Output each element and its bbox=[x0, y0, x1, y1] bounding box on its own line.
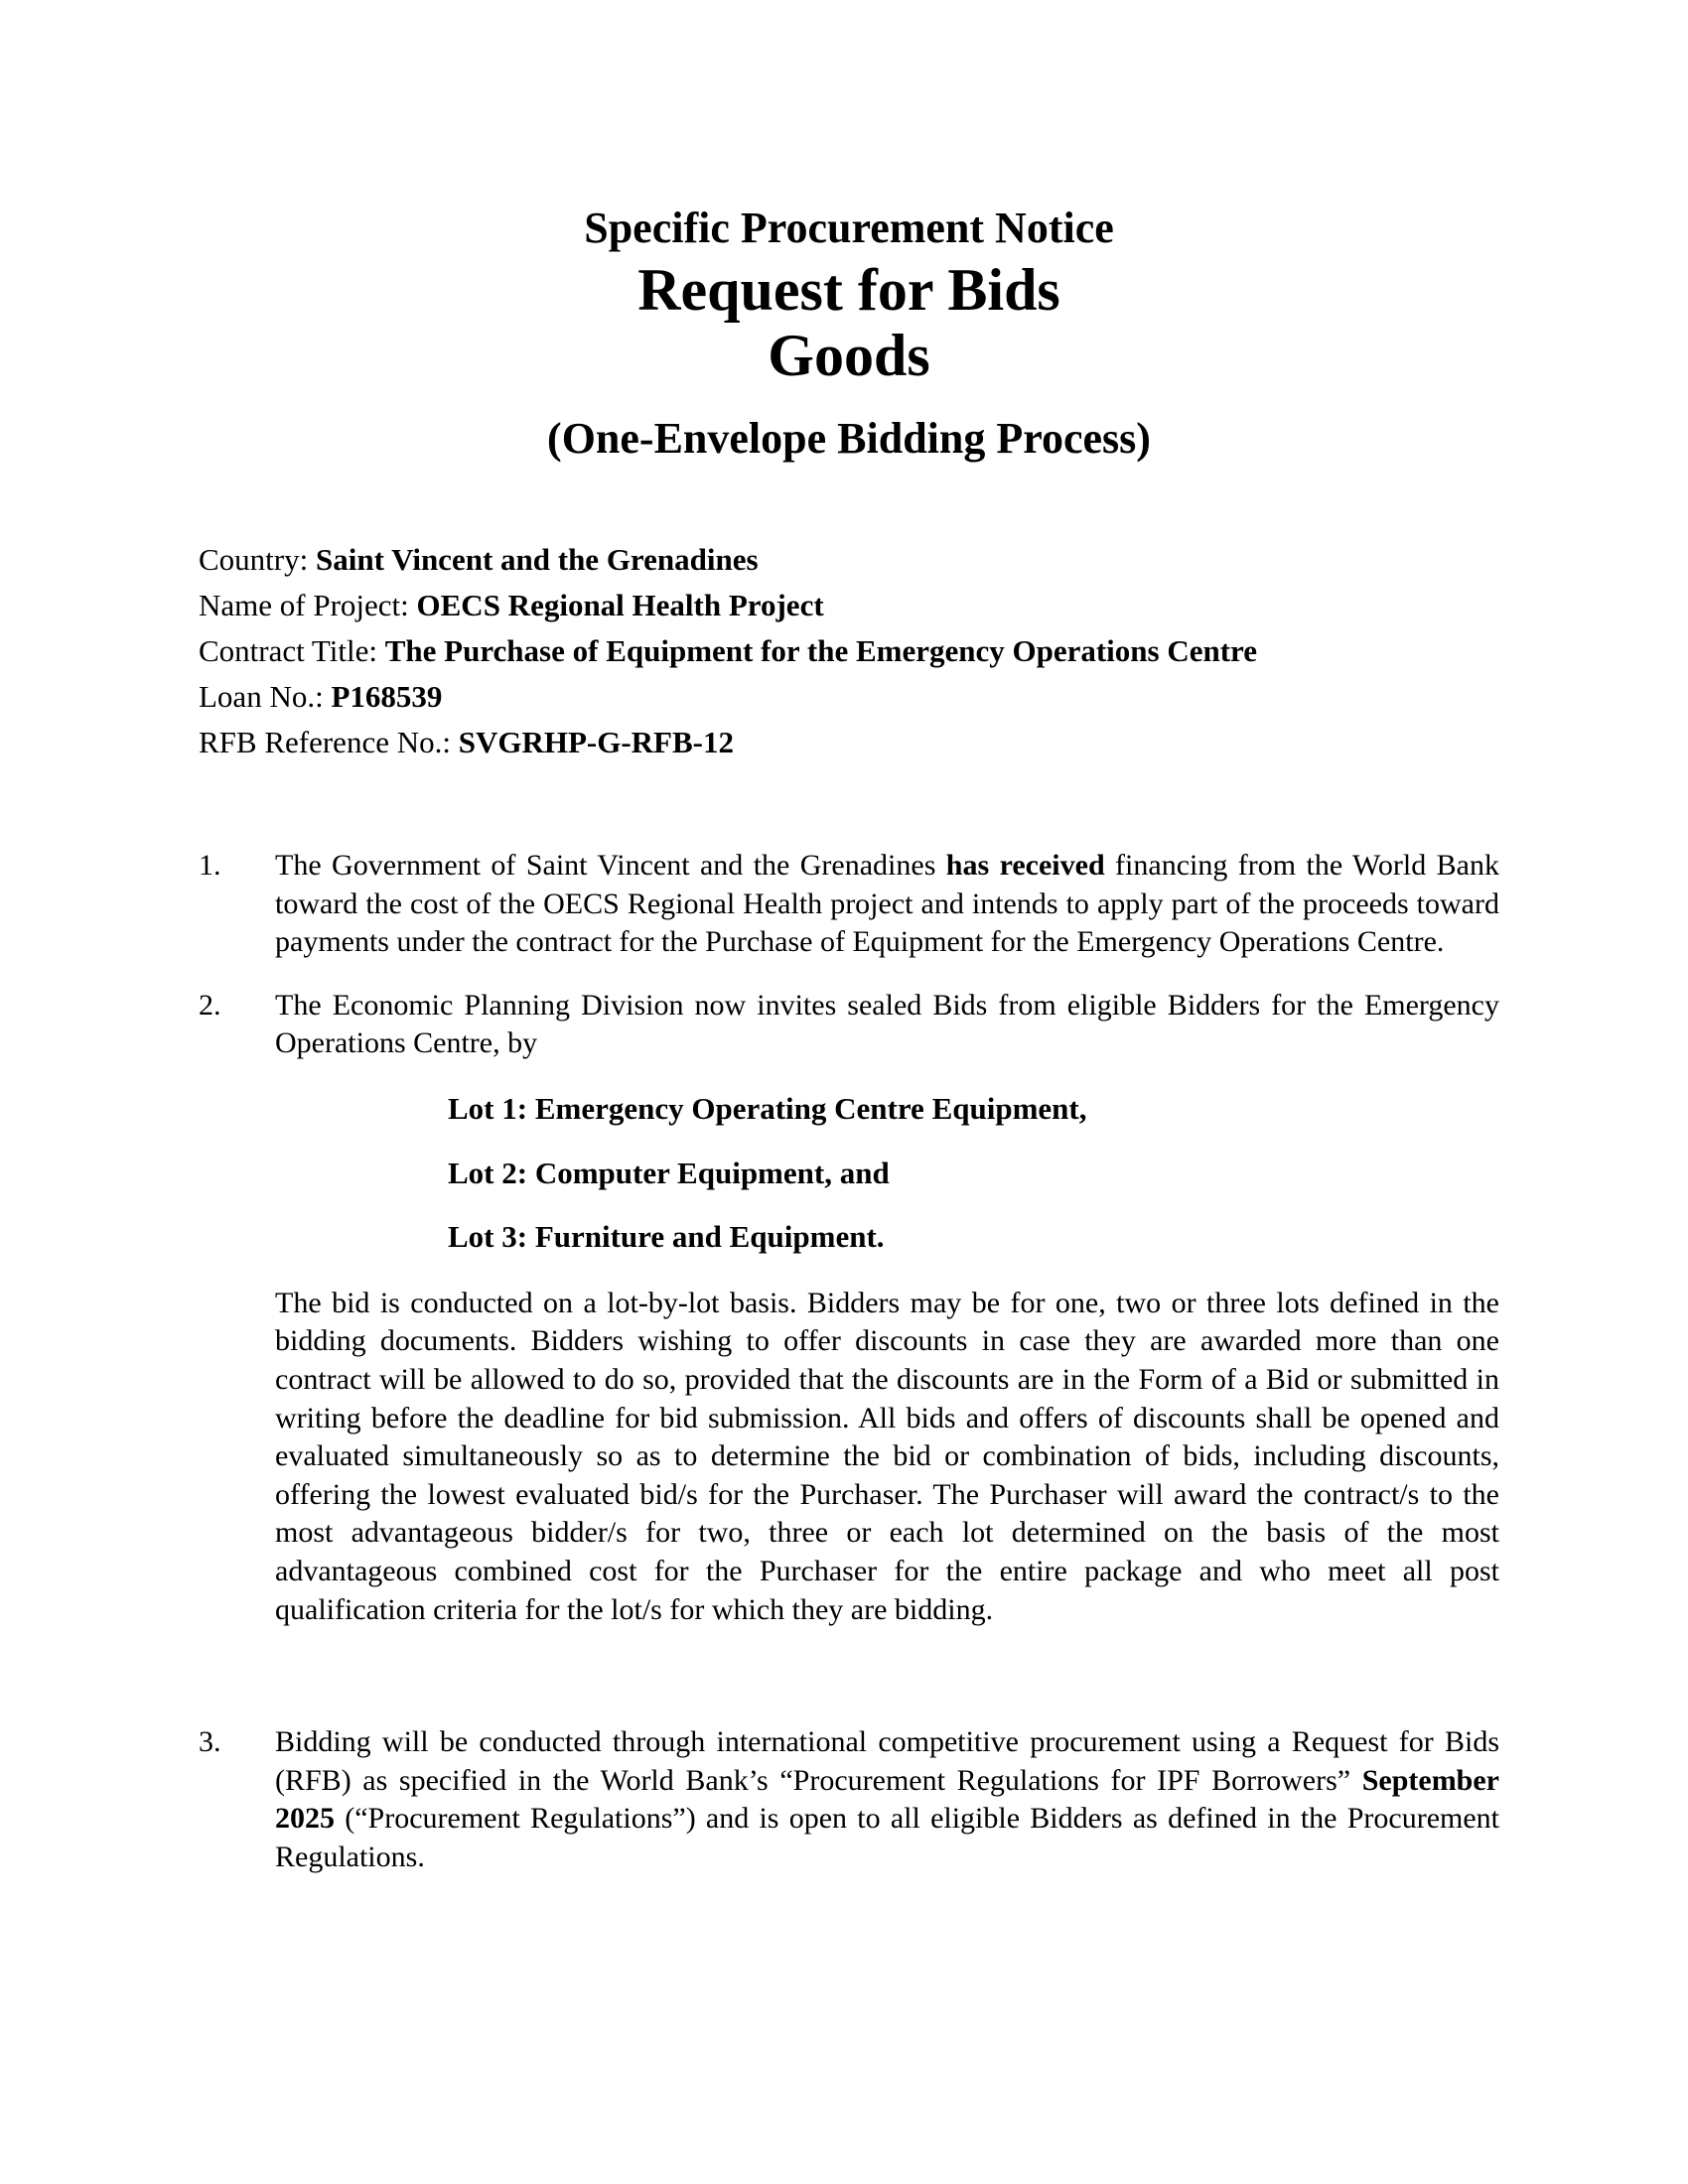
paragraph-3-text-post: (“Procurement Regulations”) and is open to all eligible Bidders as defined in the Procurement Regulations. bbox=[275, 1802, 1499, 1873]
meta-block bbox=[199, 537, 1499, 765]
goods-heading: Goods bbox=[768, 323, 930, 388]
paragraph-3-number: 3. bbox=[199, 1725, 221, 1759]
notice-heading: Specific Procurement Notice bbox=[584, 204, 1114, 252]
paragraph-2-text: The Economic Planning Division now invites sealed Bids from eligible Bidders for the Emergency Operations Centre, by bbox=[275, 988, 1499, 1060]
paragraph-1-text-bold: has received bbox=[945, 849, 1105, 882]
paragraph-2 bbox=[199, 987, 1499, 1063]
paragraph-3-text-pre: Bidding will be conducted through international competitive procurement using a Request for Bids (RFB) as specified in the World Bank’s “Procurement Regulations for IPF Borrowers” bbox=[275, 1725, 1499, 1797]
meta-loan-no bbox=[199, 674, 1499, 720]
meta-country bbox=[199, 537, 1499, 583]
contract-title-label: Contract Title: bbox=[199, 633, 385, 668]
paragraph-1-text-pre: The Government of Saint Vincent and the Grenadines bbox=[275, 849, 946, 882]
paragraph-1-text-post: financing from the World Bank toward the cost of the OECS Regional Health project and intends to apply part of the proceeds toward payments under the contract for the Purchase of Equipment for the Emergency Operations Centre. bbox=[275, 849, 1500, 959]
paragraph-3-text-bold: September 2025 bbox=[275, 1763, 1499, 1836]
meta-contract-title bbox=[199, 628, 1499, 674]
meta-project-name bbox=[199, 583, 1499, 628]
rfb-reference-label: RFB Reference No.: bbox=[199, 725, 459, 759]
project-name-label: Name of Project: bbox=[199, 588, 417, 622]
lot-3-line: Lot 3: Furniture and Equipment. bbox=[448, 1219, 885, 1255]
contract-title-value: The Purchase of Equipment for the Emergency Operations Centre bbox=[384, 633, 1258, 668]
country-label: Country: bbox=[199, 542, 316, 577]
rfb-reference-value: SVGRHP-G-RFB-12 bbox=[458, 725, 734, 759]
request-for-bids-heading: Request for Bids bbox=[637, 257, 1060, 323]
lot-2-line: Lot 2: Computer Equipment, and bbox=[448, 1155, 890, 1190]
title-block bbox=[199, 204, 1499, 464]
paragraph-1 bbox=[199, 847, 1499, 962]
paragraph-1-text bbox=[275, 847, 1499, 962]
paragraph-1-number: 1. bbox=[199, 849, 221, 882]
bidding-process-heading: (One-Envelope Bidding Process) bbox=[547, 414, 1151, 463]
lot-note-paragraph: The bid is conducted on a lot-by-lot basis. Bidders may be for one, two or three lots defined in the bidding documents. Bidders wishing to offer discounts in case they are awarded more than one contract will be allowed to do so, provided that the discounts are in the Form of a Bid or submitted in writing before the deadline for bid submission. All bids and offers of discounts shall be opened and evaluated simultaneously so as to determine the bid or combination of bids, including discounts, offering the lowest evaluated bid/s for the Purchaser. The Purchaser will award the contract/s to the most advantageous bidder/s for two, three or each lot determined on the basis of the most advantageous combined cost for the Purchaser for the entire package and who meet all post qualification criteria for the lot/s for which they are bidding. bbox=[275, 1286, 1499, 1626]
meta-rfb-reference bbox=[199, 720, 1499, 765]
paragraph-3-text bbox=[275, 1723, 1499, 1876]
loan-no-value: P168539 bbox=[331, 679, 443, 714]
project-name-value: OECS Regional Health Project bbox=[416, 588, 824, 622]
paragraph-2-number: 2. bbox=[199, 988, 221, 1022]
paragraph-3 bbox=[199, 1723, 1499, 1876]
lot-1-line: Lot 1: Emergency Operating Centre Equipment, bbox=[448, 1090, 1087, 1126]
country-value: Saint Vincent and the Grenadines bbox=[315, 542, 759, 577]
loan-no-label: Loan No.: bbox=[199, 679, 332, 714]
